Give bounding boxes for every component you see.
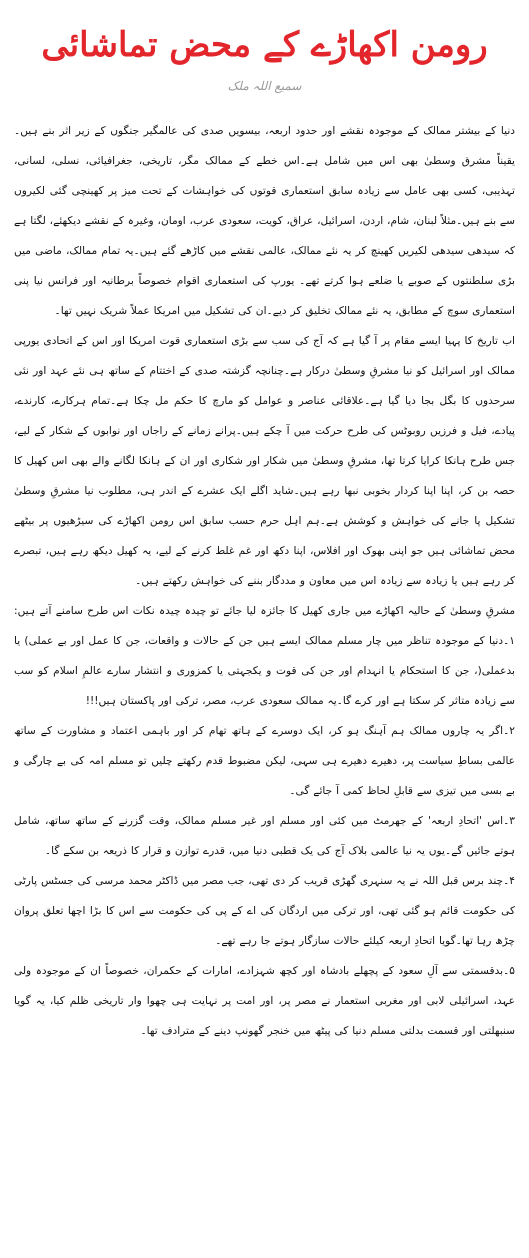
article-title: رومن اکھاڑے کے محض تماشائی: [41, 25, 488, 65]
paragraph-5: ۳۔اس 'اتحادِ اربعہ' کے جھرمٹ میں کئی اور مسلم اور غیر مسلم ممالک، وقت گزرنے کے ساتھ ساتھ، شامل ہوتے جائیں گے۔یوں یہ نیا عالمی بلاک آج کی یک قطبی دنیا میں، قدرے توازن و قرار کا ذریعہ بن سکے گا۔: [14, 815, 515, 857]
paragraph-4: ۲۔اگر یہ چاروں ممالک ہم آہنگ ہو کر، ایک دوسرے کے ہاتھ تھام کر اور باہمی اعتماد و مشاورت کے ساتھ عالمی بساطِ سیاست پر، دھیرے دھیرے ہی سہی، لیکن مضبوط قدم رکھتے چلیں تو مسلم امہ کی بے چارگی و بے بسی میں تیزی سے قابلِ لحاظ کمی آ جائے گی۔: [14, 725, 515, 797]
author-name: سمیع اللہ ملک: [227, 79, 302, 93]
article-body: [14, 116, 515, 1046]
paragraph-1: دنیا کے بیشتر ممالک کے موجودہ نقشے اور حدود اربعہ، بیسویں صدی کی عالمگیر جنگوں کے زیر اثر بنے ہیں۔یقیناً مشرق وسطیٰ بھی اس میں شامل ہے۔اس خطے کے ممالک مگر، تاریخی، جغرافیائی، نسلی، لسانی، تہذیبی، کسی بھی عامل سے زیادہ سابق استعماری قوتوں کی خواہشات کے تحت میز پر کھینچی گئی لکیروں سے بنے ہیں۔مثلاً لبنان، شام، اردن، اسرائیل، عراق، کویت، سعودی عرب، اومان، وغیرہ کے نقشے دیکھئے، لگتا ہے کہ سیدھی سیدھی لکیریں کھینچ کر یہ نئے ممالک، عالمی نقشے میں کاڑھے گئے ہیں۔یہ تمام ممالک، ماضی میں بڑی سلطنتوں کے صوبے یا ضلعے ہوا کرتے تھے۔ یورپ کی استعماری اقوام خصوصاً برطانیہ اور فرانس نیا پنی استعماری سوچ کے مطابق، یہ نئے ممالک تخلیق کر دیے۔ان کی تشکیل میں امریکا عملاً شریک نہیں تھا۔: [14, 125, 515, 317]
paragraph-6: ۴۔چند برس قبل اللہ نے یہ سنہری گھڑی قریب کر دی تھی، جب مصر میں ڈاکٹر محمد مرسی کی جسٹس پارٹی کی حکومت قائم ہو گئی تھی، اور ترکی میں اردگان کی اے کے پی کی حکومت سے اس کا بڑا اچھا تعلق پروان چڑھ رہا تھا۔گویا اتحادِ اربعہ کیلئے حالات سازگار ہوتے جا رہے تھے۔: [14, 875, 515, 947]
paragraph-2: اب تاریخ کا پہیا ایسے مقام پر آ گیا ہے کہ آج کی سب سے بڑی استعماری قوت امریکا اور اس کے اتحادی یورپی ممالک اور اسرائیل کو نیا مشرقِ وسطیٰ درکار ہے۔چنانچہ گزشتہ صدی کے اختتام کے ساتھ ہی نئے عہد اور نئی سرحدوں کا بگل بجا دیا گیا ہے۔علاقائی عناصر و عوامل کو مارچ کا حکم مل چکا ہے۔تمام ہرکارے، کارندے، پیادے، فیل و فرزیں روبوٹس کی طرح حرکت میں آ چکے ہیں۔پرانے زمانے کے راجاں اور نوابوں کے شکار کے لیے، جس طرح ہانکا کرایا کرتا تھا، مشرقِ وسطیٰ میں شکار اور شکاری اور ان کے ہانکا لگانے والے بھی اس کھیل کا حصہ بن کر، اپنا اپنا کردار بخوبی نبھا رہے ہیں۔شاید اگلے ایک عشرے کے اندر ہی، مطلوب نیا مشرقِ وسطیٰ تشکیل پا جانے کی خواہش و کوشش ہے۔ہم اہل حرم حسب سابق اس رومن اکھاڑے کی سیڑھیوں پر بیٹھے محض تماشائی ہیں جو اپنی بھوک اور افلاس، اپنا دکھ اور غم غلط کرنے کے لیے، یہ کھیل دیکھ رہے ہیں، تبصرے کر رہے ہیں یا زیادہ سے زیادہ اس میں معاون و مددگار بننے کی خواہش رکھتے ہیں۔: [14, 335, 515, 587]
paragraph-3: مشرقِ وسطیٰ کے حالیہ اکھاڑے میں جاری کھیل کا جائزہ لیا جائے تو چیدہ چیدہ نکات اس طرح سامنے آتے ہیں: ۱۔دنیا کے موجودہ تناظر میں چار مسلم ممالک ایسے ہیں جن کے حالات و واقعات، جن کا عمل اور بے عملی) یا بدعملی(، جن کا استحکام یا انہدام اور جن کی قوت و یکجہتی یا کمزوری و انتشار سارے عالمِ اسلام کو سب سے زیادہ متاثر کر سکتا ہے اور کرے گا۔یہ ممالک سعودی عرب، مصر، ترکی اور پاکستان ہیں!!!: [14, 605, 515, 707]
paragraph-7: ۵۔بدقسمتی سے آلِ سعود کے پچھلے بادشاہ اور کچھ شہزادے، امارات کے حکمران، خصوصاً ان کے موجودہ ولی عہد، اسرائیلی لابی اور مغربی استعمار نے مصر پر، اور امت پر نہایت ہی چھوا وار تاریخی ظلم کیا، یہ گویا سنبھلتی اور قسمت بدلتی مسلم دنیا کی پیٹھ میں خنجر گھونپ دینے کے مترادف تھا۔: [14, 965, 515, 1037]
